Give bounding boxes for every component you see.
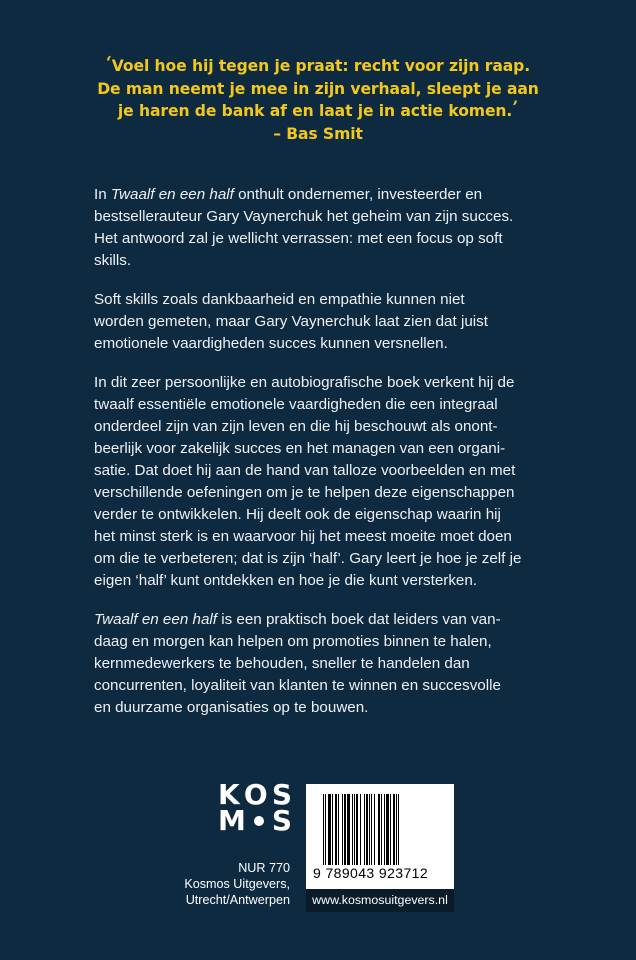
book-title: Twaalf en een half xyxy=(94,611,217,628)
publisher-location: Utrecht/Antwerpen xyxy=(185,893,290,907)
quote-line: je haren de bank af en laat je in actie komen.’ xyxy=(117,98,519,120)
open-quote-icon: ‘ xyxy=(105,53,112,73)
barcode-icon xyxy=(323,794,437,872)
paragraph-3: In dit zeer persoonlijke en autobiografische boek verkent hij de twaalf essentiële emotionele vaardigheden die een integraal onderdeel zijn van zijn leven en die hij beschouwt als onont- beerlijk voor zakelijk succes en het managen van een organi- satie. Dat doet hij aan de hand van talloze voorbeelden en met verschillende oefeningen om je te helpen deze eigenschappen verder te ontwikkelen. Hij deelt ook de eigenschap waarin hij het minst sterk is en waarvoor hij het meest moeite moet doen om die te verbeteren; dat is zijn ‘half’. Gary leert je hoe je zelf je eigen ‘half’ kunt ontdekken en hoe je die kunt versterken. xyxy=(94,374,522,589)
kosmos-logo xyxy=(218,778,292,837)
isbn-barcode xyxy=(306,784,454,889)
publisher-website: www.kosmosuitgevers.nl xyxy=(306,889,454,912)
publisher-imprint xyxy=(150,860,290,908)
isbn-number: 9 789043 923712 xyxy=(313,865,428,881)
dot-icon xyxy=(254,816,264,826)
logo-row-1: K O S xyxy=(218,778,292,811)
quote-attribution: – Bas Smit xyxy=(273,124,363,143)
quote-line: De man neemt je mee in zijn verhaal, sleept je aan xyxy=(97,79,539,98)
paragraph-2: Soft skills zoals dankbaarheid en empathie kunnen niet worden gemeten, maar Gary Vaynerchuk laat zien dat juist emotionele vaardigheden succes kunnen versnellen. xyxy=(94,291,488,352)
blurb-quote xyxy=(60,55,576,145)
quote-line: ‘Voel hoe hij tegen je praat: recht voor zijn raap. xyxy=(105,53,531,75)
logo-row-2: M S xyxy=(218,804,292,837)
paragraph-4: Twaalf en een half is een praktisch boek dat leiders van van- daag en morgen kan helpen om promoties binnen te halen, kernmedewerkers te behouden, sneller te handelen dan concurrenten, loyaliteit van klanten te winnen en succesvolle en duurzame organisaties op te bouwen. xyxy=(94,611,501,716)
close-quote-icon: ’ xyxy=(512,98,519,118)
book-title: Twaalf en een half xyxy=(110,186,234,203)
book-description xyxy=(94,184,554,736)
paragraph-1: In Twaalf en een half onthult ondernemer, investeerder en bestsellerauteur Gary Vaynerchuk het geheim van zijn succes. Het antwoord zal je wellicht verrassen: met een focus op soft skills. xyxy=(94,186,514,269)
publisher-name: Kosmos Uitgevers, xyxy=(184,877,290,891)
nur-code: NUR 770 xyxy=(238,861,290,875)
